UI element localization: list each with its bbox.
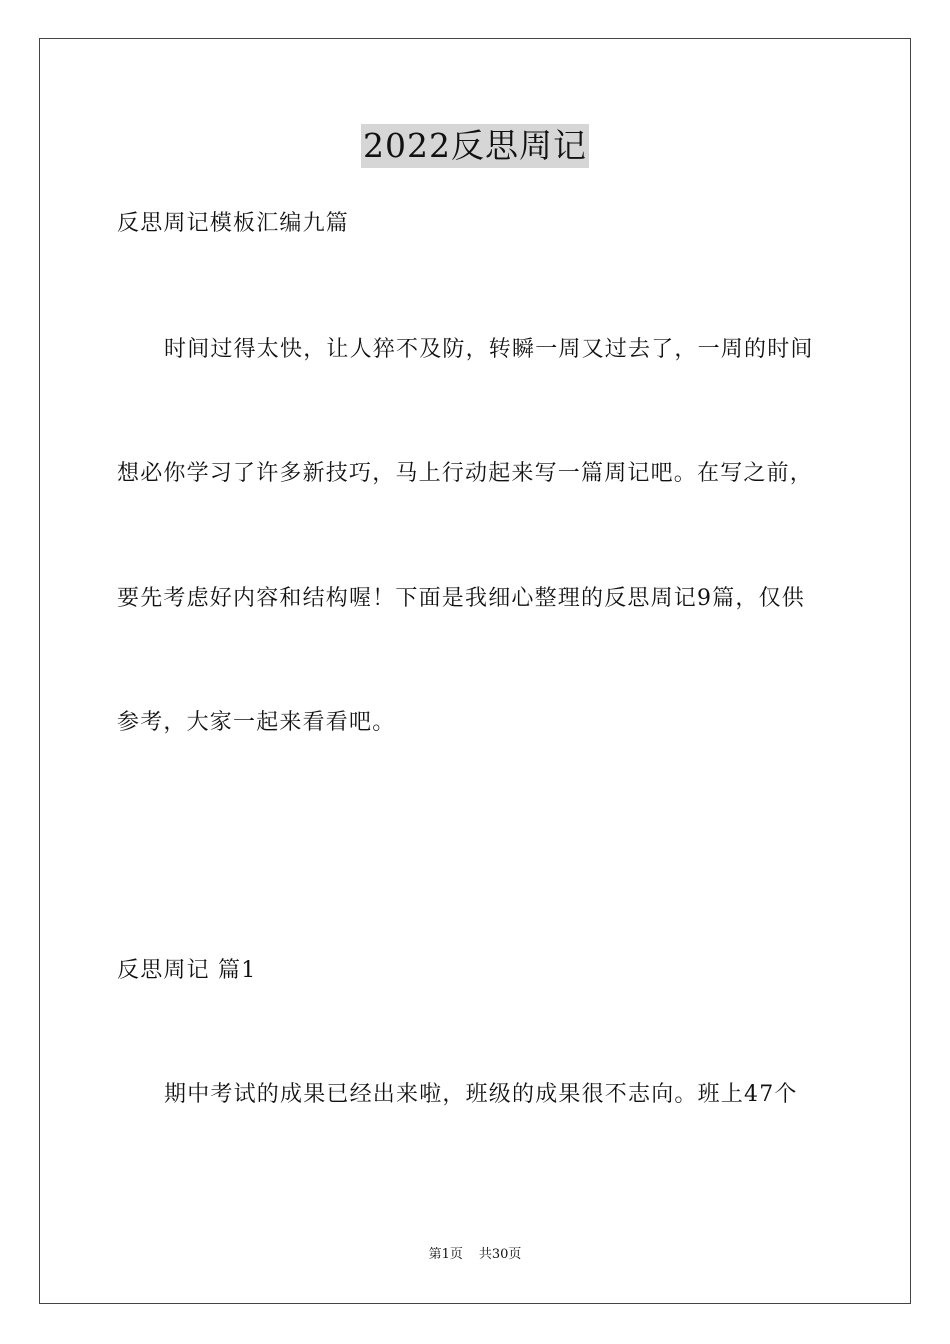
section-line-1: 期中考试的成果已经出来啦，班级的成果很不志向。班上47个 [164, 1082, 798, 1107]
intro-line-3: 要先考虑好内容和结构喔！下面是我细心整理的反思周记9篇，仅供 [117, 586, 805, 611]
page-total: 共30页 [478, 1247, 522, 1262]
page-footer [0, 1246, 950, 1264]
intro-line-4: 参考，大家一起来看看吧。 [117, 710, 396, 735]
title-container [0, 124, 950, 168]
page-current: 第1页 [428, 1247, 463, 1262]
document-subtitle: 反思周记模板汇编九篇 [117, 211, 350, 236]
document-title: 2022反思周记 [361, 124, 589, 168]
intro-line-1: 时间过得太快，让人猝不及防，转瞬一周又过去了，一周的时间 [164, 337, 814, 362]
section-heading: 反思周记 篇1 [117, 958, 257, 983]
intro-line-2: 想必你学习了许多新技巧，马上行动起来写一篇周记吧。在写之前， [117, 461, 814, 486]
